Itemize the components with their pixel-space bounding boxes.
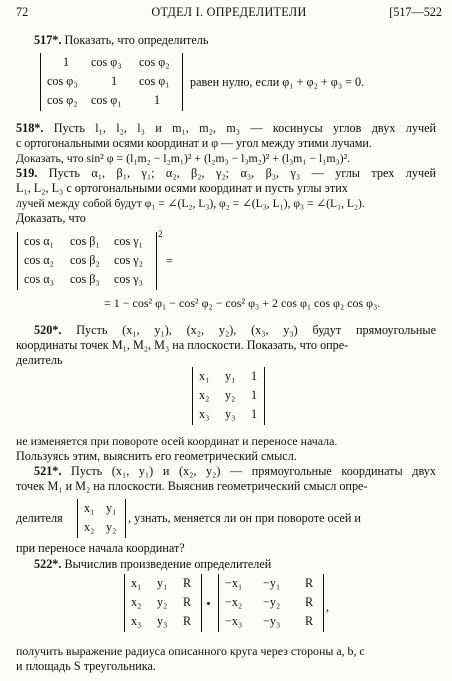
matrix-cell: −x₁: [225, 576, 243, 590]
matrix-cell: R: [305, 595, 314, 609]
problem-number: 520*.: [34, 323, 62, 337]
matrix-cell: cos φ₃: [47, 74, 78, 88]
problem-519-line-3: лучей между собой будут φ₁ = ∠(L₂, L₃), φ₂ = ∠(L₃, L₁), φ₃ = ∠(L₁, L₂).: [16, 197, 365, 210]
matrix-cell: cos β₃: [70, 272, 100, 286]
problem-518-line-1: [16, 121, 436, 136]
problem-521-last-line: при переносе начала координат?: [16, 541, 185, 555]
problem-519-result: = 1 − cos² φ₁ − cos² φ₂ − cos² φ₃ + 2 cos φ₁ cos φ₂ cos φ₃.: [104, 296, 381, 310]
matrix-cell: 1: [154, 93, 161, 107]
problem-number: 521*.: [34, 464, 62, 478]
multiplication-dot: [207, 602, 210, 605]
problem-text: Пусть l₁, l₂, l₃ и m₁, m₂, m₃ — косинусы углов двух лучей: [53, 121, 437, 135]
matrix-cell: cos β₂: [70, 253, 100, 267]
problem-520-line-2: координаты точек M₁, M₂, M₃ на плоскости. Показать, что опре-: [16, 338, 349, 352]
problem-522-intro: [34, 557, 271, 572]
matrix-cell: x₂: [84, 520, 95, 534]
problem-number: 517*.: [34, 33, 62, 47]
problem-text: Пусть (x₁, y₁), (x₂, y₂), (x₃, y₃) будут прямоугольные: [76, 323, 436, 337]
matrix-cell: 1: [251, 388, 258, 402]
determinant-522-b: [218, 574, 324, 632]
matrix-cell: cos φ₁: [139, 74, 170, 88]
matrix-cell: −y₂: [263, 595, 281, 609]
page-number: 72: [16, 5, 29, 19]
matrix-cell: y₂: [225, 388, 236, 402]
matrix-cell: x₁: [131, 576, 142, 590]
matrix-cell: y₃: [225, 407, 236, 421]
problem-520-line-5: Пользуясь этим, выяснить его геометрический смысл.: [16, 449, 297, 463]
problem-text: Пусть α₁, β₁, γ₁; α₂, β₂, γ₂; α₃, β₃, γ₃ — углы трех лучей: [48, 166, 437, 180]
determinant-520: [192, 367, 265, 425]
matrix-cell: x₁: [199, 369, 210, 383]
matrix-cell: cos α₂: [24, 253, 54, 267]
problem-517-condition: равен нулю, если φ₁ + φ₂ + φ₃ = 0.: [190, 75, 365, 89]
problem-521-line-1: [34, 464, 436, 479]
exponent: 2: [158, 229, 163, 239]
matrix-cell: cos β₁: [70, 234, 100, 248]
matrix-cell: −y₃: [263, 614, 281, 628]
matrix-cell: 1: [251, 407, 258, 421]
equals-sign: =: [166, 254, 173, 268]
problem-519-line-1: [16, 166, 436, 181]
matrix-cell: x₃: [131, 614, 142, 628]
problem-text: Вычислив произведение определителей: [64, 557, 272, 571]
matrix-cell: x₂: [199, 388, 210, 402]
matrix-cell: y₂: [106, 520, 117, 534]
matrix-cell: y₁: [106, 501, 117, 515]
determinant-519: [17, 232, 157, 290]
matrix-cell: cos γ₃: [114, 272, 143, 286]
determinant-517: [40, 53, 183, 111]
matrix-cell: x₂: [131, 595, 142, 609]
problem-521-after-matrix: , узнать, меняется ли он при повороте осей и: [128, 511, 361, 525]
matrix-cell: y₂: [157, 595, 168, 609]
section-title: ОТДЕЛ I. ОПРЕДЕЛИТЕЛИ: [151, 5, 307, 19]
matrix-cell: R: [305, 614, 314, 628]
matrix-cell: R: [183, 595, 192, 609]
matrix-cell: y₃: [157, 614, 168, 628]
problem-519-line-2: L₁, L₂, L₃ с ортогональными осями координат и пусть углы этих: [16, 181, 348, 195]
matrix-cell: x₃: [199, 407, 210, 421]
problem-521-line-2: точек M₁ и M₂ на плоскости. Выяснив геометрический смысл опре-: [16, 479, 368, 493]
matrix-cell: cos φ₂: [47, 93, 78, 107]
problem-text: Показать, что определитель: [64, 33, 209, 47]
problem-518-line-2: с ортогональными осями координат и φ — угол между этими лучами.: [16, 136, 372, 150]
running-header: [16, 5, 442, 21]
matrix-cell: −x₃: [225, 614, 243, 628]
problem-522-line-2: получить выражение радиуса описанного круга через стороны a, b, c: [16, 644, 365, 658]
problem-518-line-3: Доказать, что sin² φ = (l₁m₂ − l₂m₁)² + (l₂m₃ − l₃m₂)² + (l₃m₁ − l₁m₃)².: [16, 151, 351, 165]
problem-range: [517—522: [389, 5, 442, 19]
matrix-cell: −y₁: [263, 576, 281, 590]
determinant-521: [77, 499, 126, 538]
problem-number: 518*.: [16, 121, 44, 135]
matrix-cell: cos φ₁: [91, 93, 122, 107]
problem-520-line-4: не изменяется при повороте осей координат и переносе начала.: [16, 434, 338, 448]
problem-521-before-matrix: делителя: [16, 511, 63, 525]
matrix-cell: 1: [63, 55, 70, 69]
problem-517-intro: [34, 33, 208, 48]
problem-520-line-1: [34, 323, 436, 338]
matrix-cell: 1: [111, 74, 118, 88]
matrix-cell: cos α₃: [24, 272, 54, 286]
problem-519-line-4: Доказать, что: [16, 211, 86, 225]
matrix-cell: cos γ₂: [114, 253, 143, 267]
matrix-cell: y₁: [157, 576, 168, 590]
matrix-cell: R: [183, 614, 192, 628]
problem-number: 519.: [16, 166, 38, 180]
comma: ,: [326, 600, 330, 614]
matrix-cell: cos φ₂: [139, 55, 170, 69]
matrix-cell: 1: [251, 369, 258, 383]
matrix-cell: −x₂: [225, 595, 243, 609]
matrix-cell: R: [183, 576, 192, 590]
matrix-cell: x₁: [84, 501, 95, 515]
matrix-cell: cos α₁: [24, 234, 54, 248]
matrix-cell: cos γ₁: [114, 234, 143, 248]
matrix-cell: R: [305, 576, 314, 590]
determinant-522-a: [124, 574, 202, 632]
problem-number: 522*.: [34, 557, 62, 571]
problem-text: Пусть (x₁, y₁) и (x₂, y₂) — прямоугольные координаты двух: [71, 464, 436, 478]
matrix-cell: cos φ₃: [91, 55, 122, 69]
matrix-cell: y₁: [225, 369, 236, 383]
problem-520-line-3: делитель: [16, 353, 63, 367]
problem-522-line-3: и площадь S треугольника.: [16, 659, 156, 673]
